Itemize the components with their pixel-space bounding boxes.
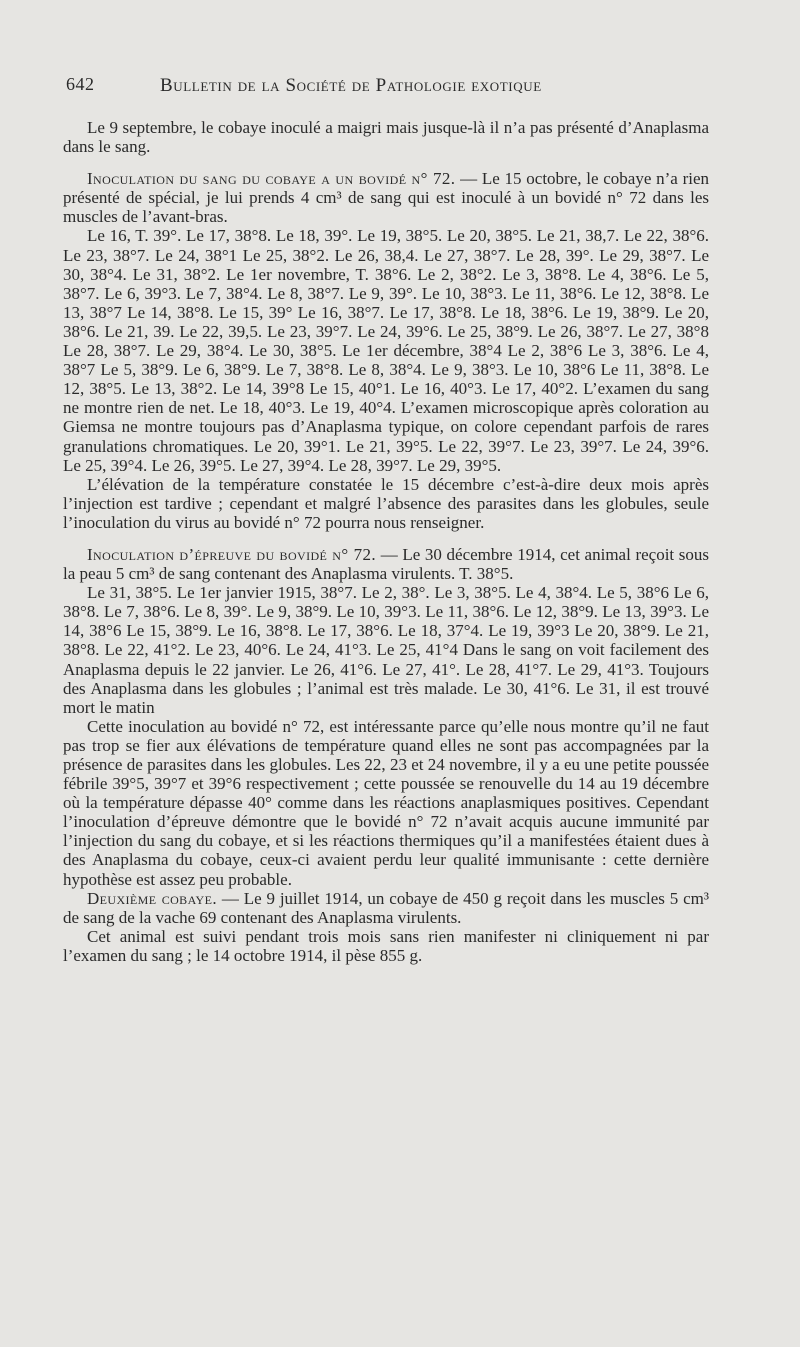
paragraph-text: Le 16, T. 39°. Le 17, 38°8. Le 18, 39°. Le 19, 38°5. Le 20, 38°5. Le 21, 38,7. Le 22, 38°6. Le 23, 38°7. Le 24, 38°1 Le 25, 38°2. Le 26, 38,4. Le 27, 38°7. Le 28, 39°. Le 29, 38°7. Le 30, 38°4. Le 31, 38°2. Le 1er novembre, T. 38°6. Le 2, 38°2. Le 3, 38°8. Le 4, 38°6. Le 5, 38°7. Le 6, 39°3. Le 7, 38°4. Le 8, 38°7. Le 9, 39°. Le 10, 38°3. Le 11, 38°6. Le 12, 38°8. Le 13, 38°7 Le 14, 38°8. Le 15, 39° Le 16, 38°7. Le 17, 38°8. Le 18, 38°6. Le 19, 38°9. Le 20, 38°6. Le 21, 39. Le 22, 39,5. Le 23, 39°7. Le 24, 39°6. Le 25, 38°9. Le 26, 38°7. Le 27, 38°8 Le 28, 38°7. Le 29, 38°4. Le 30, 38°5. Le 1er décembre, 38°4 Le 2, 38°6 Le 3, 38°6. Le 4, 38°7 Le 5, 38°9. Le 6, 38°9. Le 7, 38°8. Le 8, 38°4. Le 9, 38°3. Le 10, 38°6 Le 11, 38°8. Le 12, 38°5. Le 13, 38°2. Le 14, 39°8 Le 15, 40°1. Le 16, 40°3. Le 17, 40°2. L’examen du sang ne montre rien de net. Le 18, 40°3. Le 19, 40°4. L’examen microscopique après coloration au Giemsa ne montre toujours pas d’Anaplasma typique, on colore cependant parfois de rares granulations chromatiques. Le 20, 39°1. Le 21, 39°5. Le 22, 39°7. Le 23, 39°7. Le 24, 39°6. Le 25, 39°4. Le 26, 39°5. Le 27, 39°4. Le 28, 39°7. Le 29, 39°5. xyxy=(63,226,709,475)
paragraph-second-guinea-pig xyxy=(63,889,709,927)
paragraph-text: L’élévation de la température constatée le 15 décembre c’est-à-dire deux mois après l’injection est tardive ; cependant et malgré l’absence des parasites dans les globules, seule l’inoculation du virus au bovidé n° 72 pourra nous renseigner. xyxy=(63,474,709,532)
page-header xyxy=(62,74,752,102)
section-heading: Inoculation d’épreuve du bovidé n° 72. xyxy=(87,544,377,564)
paragraph-temperature-elevation xyxy=(63,475,709,532)
running-title: Bulletin de la Société de Pathologie exotique xyxy=(160,75,542,96)
paragraph-challenge-inoculation xyxy=(63,545,709,583)
paragraph-text: Cette inoculation au bovidé n° 72, est intéressante parce qu’elle nous montre qu’il ne faut pas trop se fier aux élévations de température quand elles ne sont pas accompagnées par la présence de parasites dans les globules. Les 22, 23 et 24 novembre, il y a eu une petite poussée fébrile 39°5, 39°7 et 39°6 respectivement ; cette poussée se renouvelle du 14 au 19 décembre où la température dépasse 40° comme dans les réactions anaplasmiques positives. Cependant l’inoculation d’épreuve démontre que le bovidé n° 72 n’avait acquis aucune immunité par l’injection du sang du cobaye, et si les réactions thermiques qu’il a manifestées étaient dues à des Anaplasma du cobaye, ceux-ci avaient perdu leur qualité immunisante : cette dernière hypothèse est assez peu probable. xyxy=(63,716,709,889)
page-number: 642 xyxy=(66,74,95,94)
paragraph-temperature-log-1 xyxy=(63,226,709,474)
paragraph-text: Le 9 septembre, le cobaye inoculé a maigri mais jusque-là il n’a pas présenté d’Anaplasma dans le sang. xyxy=(63,118,709,157)
paragraph-inoculation-bovide xyxy=(63,169,709,226)
page-body xyxy=(63,118,709,965)
section-heading: Deuxième cobaye. xyxy=(87,888,217,908)
paragraph-text: Cet animal est suivi pendant trois mois sans rien manifester ni cliniquement ni par l’examen du sang ; le 14 octobre 1914, il pèse 855 g. xyxy=(63,926,709,965)
paragraph-text: — Le 15 octobre, le cobaye n’a rien présenté de spécial, je lui prends 4 cm³ de sang qui est inoculé à un bovidé n° 72 dans les muscles de l’avant-bras. xyxy=(63,169,709,227)
paragraph-text: — Le 30 décembre 1914, cet animal reçoit sous la peau 5 cm³ de sang contenant des Anaplasma virulents. T. 38°5. xyxy=(63,544,710,584)
paragraph-discussion xyxy=(63,717,709,889)
section-heading: Inoculation du sang du cobaye a un bovidé n° 72. xyxy=(87,169,456,189)
paragraph-text: Le 31, 38°5. Le 1er janvier 1915, 38°7. Le 2, 38°. Le 3, 38°5. Le 4, 38°4. Le 5, 38°6 Le 6, 38°8. Le 7, 38°6. Le 8, 39°. Le 9, 38°9. Le 10, 39°3. Le 11, 38°6. Le 12, 38°9. Le 13, 39°3. Le 14, 38°6 Le 15, 38°9. Le 16, 38°8. Le 17, 38°6. Le 18, 37°4. Le 19, 39°3 Le 20, 38°9. Le 21, 38°8. Le 22, 41°2. Le 23, 40°6. Le 24, 41°3. Le 25, 41°4 Dans le sang on voit facilement des Anaplasma depuis le 22 janvier. Le 26, 41°6. Le 27, 41°. Le 28, 41°7. Le 29, 41°3. Toujours des Anaplasma dans les globules ; l’animal est très malade. Le 30, 41°6. Le 31, il est trouvé mort le matin xyxy=(63,583,709,717)
paragraph-temperature-log-2 xyxy=(63,583,709,717)
paragraph-first-guinea-pig-note xyxy=(63,118,709,156)
paragraph-text: — Le 9 juillet 1914, un cobaye de 450 g reçoit dans les muscles 5 cm³ de sang de la vache 69 contenant des Anaplasma virulents. xyxy=(63,888,709,927)
paragraph-follow-up xyxy=(63,927,709,965)
